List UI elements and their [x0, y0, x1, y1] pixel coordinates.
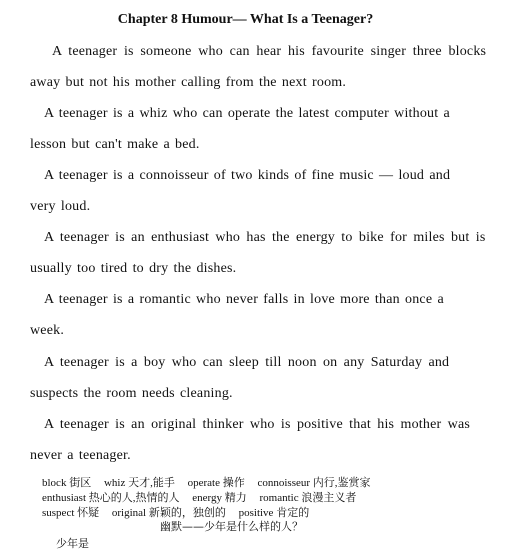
paragraph-2-line-1: A teenager is a whiz who can operate the latest computer without a: [44, 106, 450, 121]
paragraph-4-line-2: usually too tired to dry the dishes.: [30, 261, 237, 276]
vocab-entry: enthusiast 热心的人,热情的人: [42, 492, 180, 504]
vocab-entry: block 街区: [42, 477, 92, 489]
paragraph-7-line-2: never a teenager.: [30, 448, 131, 463]
paragraph-2-line-2: lesson but can't make a bed.: [30, 137, 200, 152]
vocab-entry: positive 肯定的: [238, 507, 310, 519]
vocab-entry: connoisseur 内行,鉴赏家: [257, 477, 371, 489]
vocabulary-row-1: [42, 474, 381, 490]
chinese-title: 幽默——少年是什么样的人？: [160, 520, 303, 533]
paragraph-5-line-2: week.: [30, 323, 65, 338]
paragraph-3-line-1: A teenager is a connoisseur of two kinds of fine music — loud and: [44, 168, 451, 183]
vocab-entry: whiz 天才,能手: [103, 477, 175, 489]
chapter-title: Chapter 8 Humour— What Is a Teenager?: [117, 12, 374, 27]
paragraph-4-line-1: A teenager is an enthusiast who has the energy to bike for miles but is: [44, 230, 486, 245]
paragraph-3-line-2: very loud.: [30, 199, 91, 214]
paragraph-7-line-1: A teenager is an original thinker who is positive that his mother was: [44, 417, 471, 432]
vocabulary-row-2: [42, 489, 366, 505]
vocab-entry: energy 精力: [192, 492, 247, 504]
vocab-entry: romantic 浪漫主义者: [259, 492, 357, 504]
paragraph-5-line-1: A teenager is a romantic who never falls in love more than once a: [44, 292, 444, 307]
paragraph-1-line-1: A teenager is someone who can hear his favourite singer three blocks: [52, 44, 487, 59]
vocab-entry: original 新颖的，独创的: [111, 507, 226, 519]
paragraph-6-line-2: suspects the room needs cleaning.: [30, 386, 233, 401]
vocab-entry: operate 操作: [187, 477, 245, 489]
vocab-entry: suspect 怀疑: [42, 507, 100, 519]
paragraph-1-line-2: away but not his mother calling from the next room.: [30, 75, 347, 90]
chinese-author-fragment: 少年是: [56, 537, 89, 550]
paragraph-6-line-1: A teenager is a boy who can sleep till noon on any Saturday and: [44, 355, 450, 370]
